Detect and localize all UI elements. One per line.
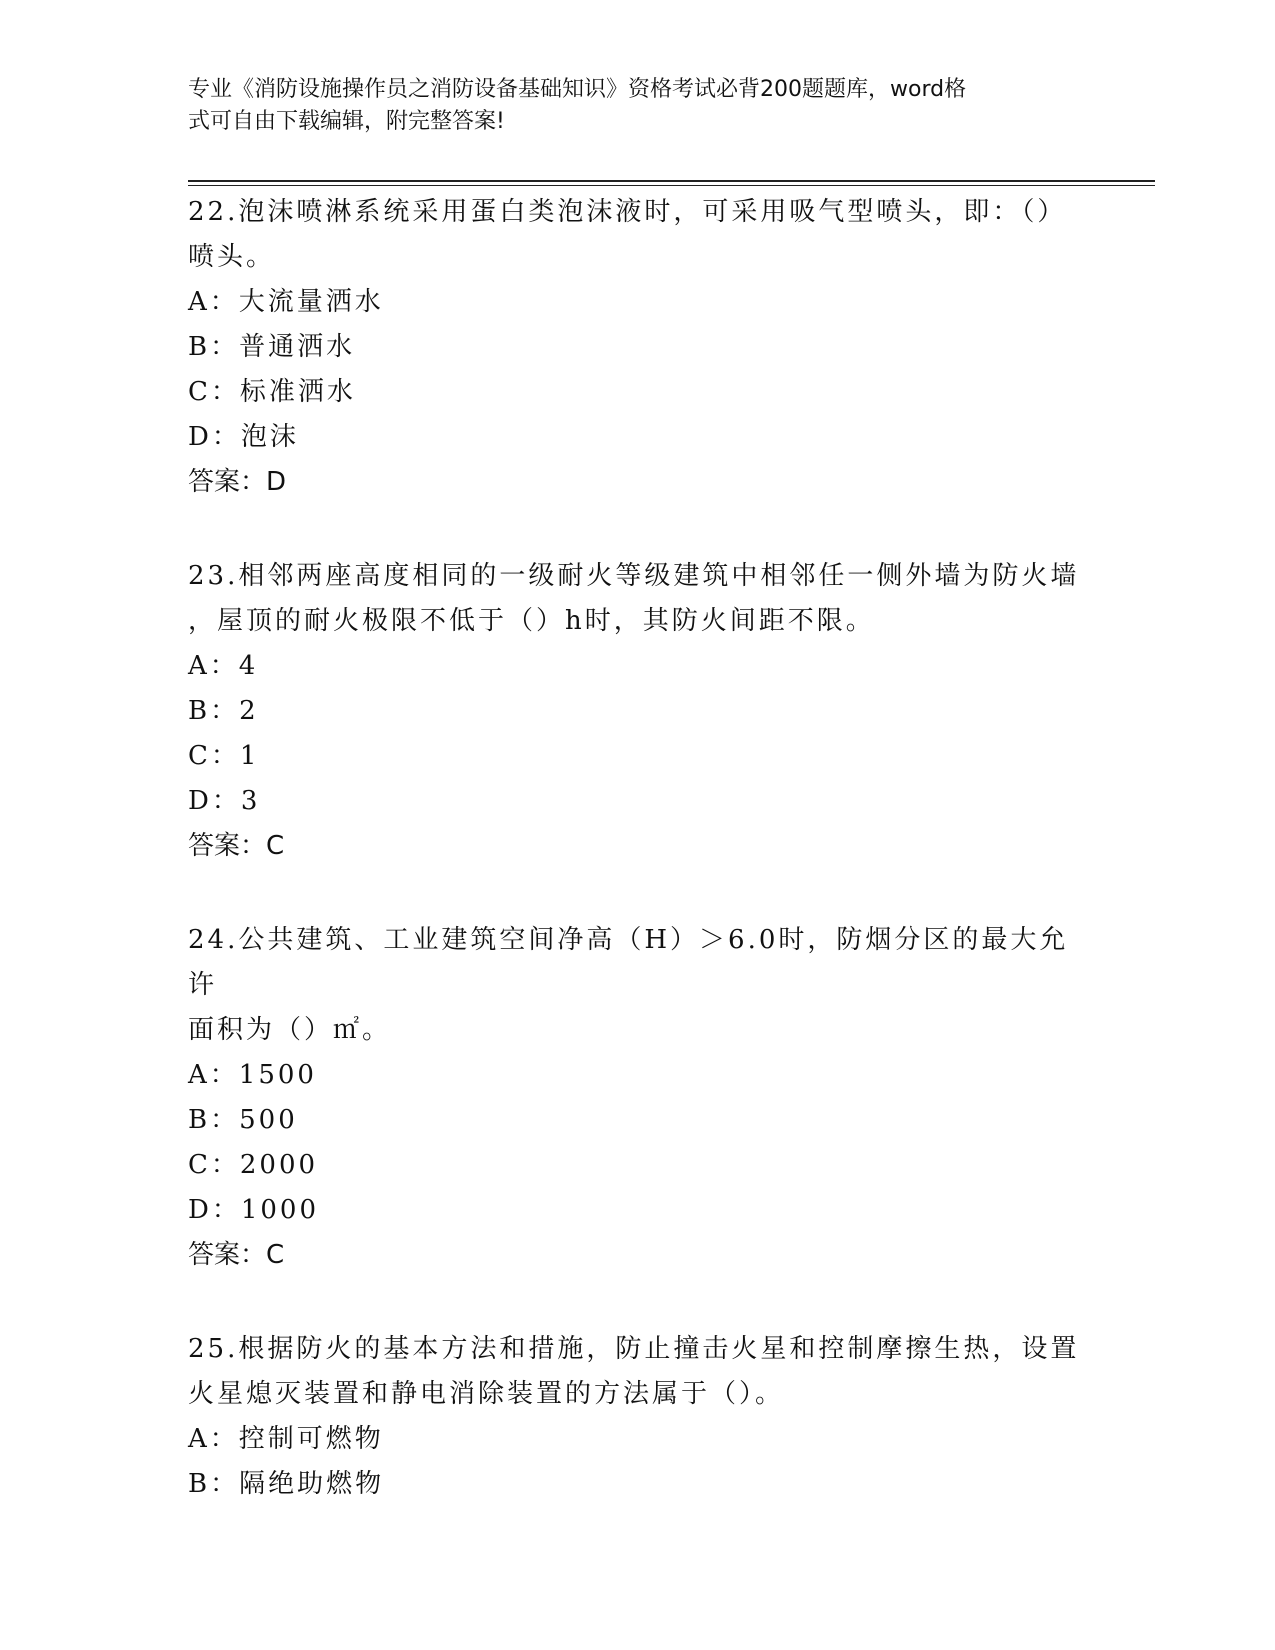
header-divider-thin <box>188 185 1155 186</box>
question-stem <box>188 190 1088 280</box>
option-a: A：4 <box>188 651 259 681</box>
header-line-2: 式可自由下载编辑，附完整答案! <box>188 109 505 134</box>
option-b: B：2 <box>188 696 259 726</box>
option-a: A：大流量洒水 <box>188 287 384 317</box>
option-c: C：2000 <box>188 1150 319 1180</box>
header-divider-thick <box>188 180 1155 182</box>
question-list <box>188 190 1088 1556</box>
document-header <box>188 74 1068 138</box>
option-b: B：500 <box>188 1105 298 1135</box>
question-22 <box>188 190 1088 505</box>
stem-line: 22.泡沫喷淋系统采用蛋白类泡沫液时，可采用吸气型喷头，即：（） <box>188 197 1067 227</box>
option-c: C：1 <box>188 741 260 771</box>
question-stem <box>188 918 1088 1053</box>
stem-line: 24.公共建筑、工业建筑空间净高（H）＞6.0时，防烟分区的最大允许 <box>188 925 1069 1000</box>
question-24 <box>188 918 1088 1278</box>
question-23 <box>188 554 1088 869</box>
stem-line: 喷头。 <box>188 242 276 272</box>
option-a: A：控制可燃物 <box>188 1424 384 1454</box>
answer-label: 答案：D <box>188 467 287 497</box>
question-25 <box>188 1327 1088 1507</box>
option-c: C：标准洒水 <box>188 377 356 407</box>
question-stem <box>188 1327 1088 1417</box>
option-d: D：泡沫 <box>188 422 299 452</box>
option-d: D：3 <box>188 786 261 816</box>
stem-line: ，屋顶的耐火极限不低于（）h时，其防火间距不限。 <box>188 606 875 636</box>
option-a: A：1500 <box>188 1060 317 1090</box>
option-b: B：隔绝助燃物 <box>188 1469 385 1499</box>
answer-label: 答案：C <box>188 831 285 861</box>
stem-line: 23.相邻两座高度相同的一级耐火等级建筑中相邻任一侧外墙为防火墙 <box>188 561 1080 591</box>
stem-line: 25.根据防火的基本方法和措施，防止撞击火星和控制摩擦生热，设置 <box>188 1334 1080 1364</box>
option-d: D：1000 <box>188 1195 320 1225</box>
header-line-1: 专业《消防设施操作员之消防设备基础知识》资格考试必背200题题库，word格 <box>188 77 967 102</box>
stem-line: 火星熄灭装置和静电消除装置的方法属于（）。 <box>188 1379 785 1409</box>
option-b: B：普通洒水 <box>188 332 356 362</box>
question-stem <box>188 554 1088 644</box>
answer-label: 答案：C <box>188 1240 285 1270</box>
stem-line: 面积为（）㎡。 <box>188 1015 392 1045</box>
